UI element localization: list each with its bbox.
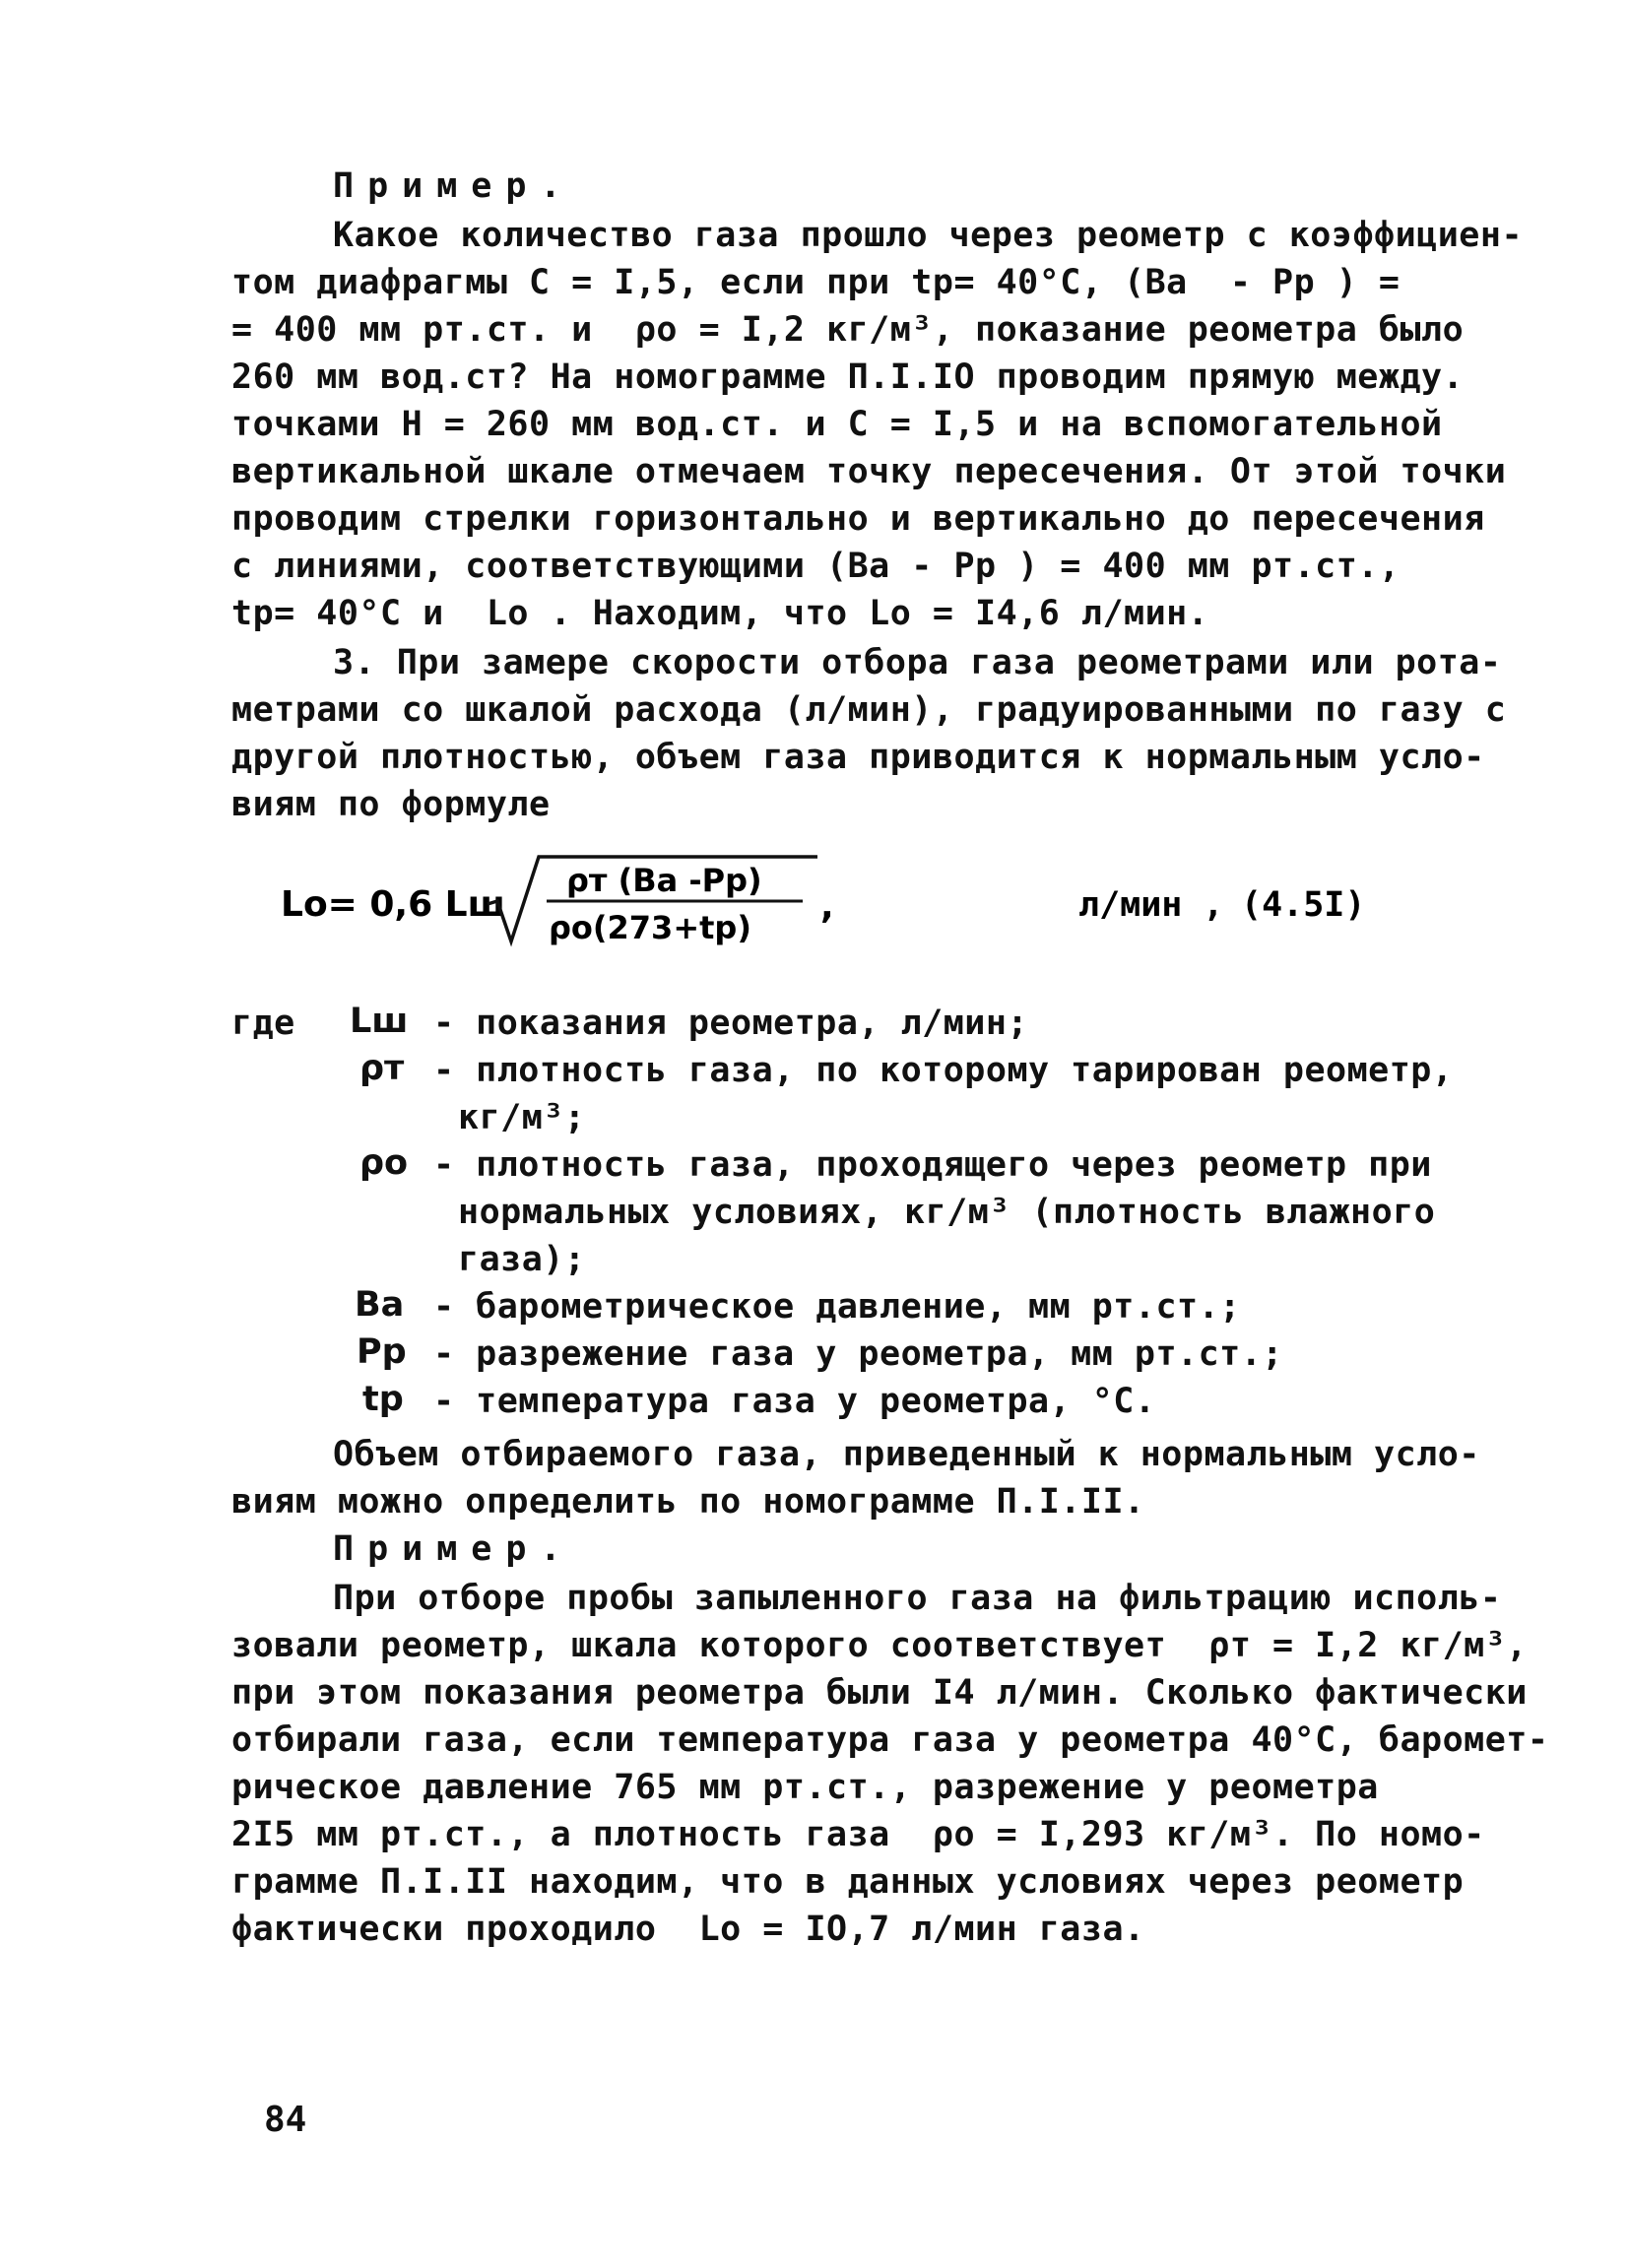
- example1-line: Какое количество газа прошло через реометр с коэффициен-: [333, 216, 1524, 255]
- definition-text: - плотность газа, по которому тарирован реометр,: [433, 1051, 1454, 1090]
- definition-continuation: газа);: [458, 1240, 586, 1279]
- example1-line: проводим стрелки горизонтально и вертикально до пересечения: [231, 499, 1485, 539]
- definition-symbol: Ва: [355, 1285, 405, 1325]
- definition-text: - разрежение газа у реометра, мм рт.ст.;: [433, 1334, 1283, 1374]
- definition-continuation: нормальных условиях, кг/м³ (плотность влажного: [458, 1193, 1436, 1232]
- example1-line: tр= 40°С и Lо . Находим, что Lо = I4,6 л/мин.: [231, 594, 1209, 633]
- definition-symbol: ρо: [359, 1143, 409, 1183]
- example2-line: При отборе пробы запыленного газа на фильтрацию исполь-: [333, 1579, 1502, 1618]
- example1-line: вертикальной шкале отмечаем точку пересечения. От этой точки: [231, 452, 1507, 491]
- formula-graphic: [281, 847, 1394, 965]
- definition-symbol: Рр: [357, 1332, 407, 1372]
- definition-symbol: ρт: [359, 1049, 405, 1088]
- example2-line: рическое давление 765 мм рт.ст., разрежение у реометра: [231, 1768, 1379, 1807]
- where-label: где: [231, 1004, 295, 1043]
- example2-line: зовали реометр, шкала которого соответствует ρт = I,2 кг/м³,: [231, 1626, 1528, 1665]
- section3-line: метрами со шкалой расхода (л/мин), градуированными по газу с: [231, 690, 1507, 730]
- example1-line: = 400 мм рт.ст. и ρо = I,2 кг/м³, показание реометра было: [231, 310, 1465, 350]
- formula-4-51: [281, 847, 1394, 965]
- section3-line: другой плотностью, объем газа приводится к нормальным усло-: [231, 738, 1485, 777]
- definition-text: - плотность газа, проходящего через реометр при: [433, 1145, 1432, 1185]
- formula-number: (4.5I): [1241, 885, 1366, 925]
- page-number: 84: [264, 2100, 307, 2140]
- example2-line: отбирали газа, если температура газа у реометра 40°С, баромет-: [231, 1720, 1549, 1760]
- example1-line: точками Н = 260 мм вод.ст. и С = I,5 и на вспомогательной: [231, 405, 1443, 444]
- definition-text: - барометрическое давление, мм рт.ст.;: [433, 1287, 1241, 1327]
- definition-text: - показания реометра, л/мин;: [433, 1004, 1029, 1043]
- definition-symbol: Lш: [350, 1002, 409, 1041]
- example1-line: с линиями, соответствующими (Ва - Рр ) = 400 мм рт.ст.,: [231, 547, 1401, 586]
- example2-line: фактически проходило Lо = IO,7 л/мин газа.: [231, 1910, 1145, 1949]
- section3-line: виям по формуле: [231, 785, 551, 824]
- example1-line: 260 мм вод.ст? На номограмме П.I.IO проводим прямую между.: [231, 357, 1465, 397]
- example1-line: том диафрагмы С = I,5, если при tр= 40°С, (Ва - Рр ) =: [231, 263, 1401, 302]
- formula-comma: ,: [820, 886, 834, 927]
- example-heading-2: Пример.: [333, 1529, 575, 1569]
- example2-line: 2I5 мм рт.ст., а плотность газа ρо = I,293 кг/м³. По номо-: [231, 1815, 1485, 1854]
- paragraph-line: виям можно определить по номограмме П.I.II.: [231, 1482, 1145, 1522]
- definition-text: - температура газа у реометра, °С.: [433, 1382, 1156, 1421]
- paragraph-line: Объем отбираемого газа, приведенный к нормальным усло-: [333, 1435, 1480, 1474]
- formula-numerator: ρт (Ва -Рр): [566, 862, 762, 899]
- formula-lhs: Lо= 0,6 Lш: [281, 884, 505, 925]
- example2-line: грамме П.I.II находим, что в данных условиях через реометр: [231, 1862, 1465, 1902]
- example-heading-1: Пример.: [333, 166, 575, 206]
- definition-continuation: кг/м³;: [458, 1098, 586, 1137]
- formula-denominator: ρо(273+tр): [549, 909, 751, 946]
- example2-line: при этом показания реометра были I4 л/мин. Сколько фактически: [231, 1673, 1528, 1713]
- formula-unit: л/мин ,: [1078, 885, 1224, 925]
- section3-line: 3. При замере скорости отбора газа реометрами или рота-: [333, 643, 1502, 682]
- definition-symbol: tр: [362, 1380, 404, 1419]
